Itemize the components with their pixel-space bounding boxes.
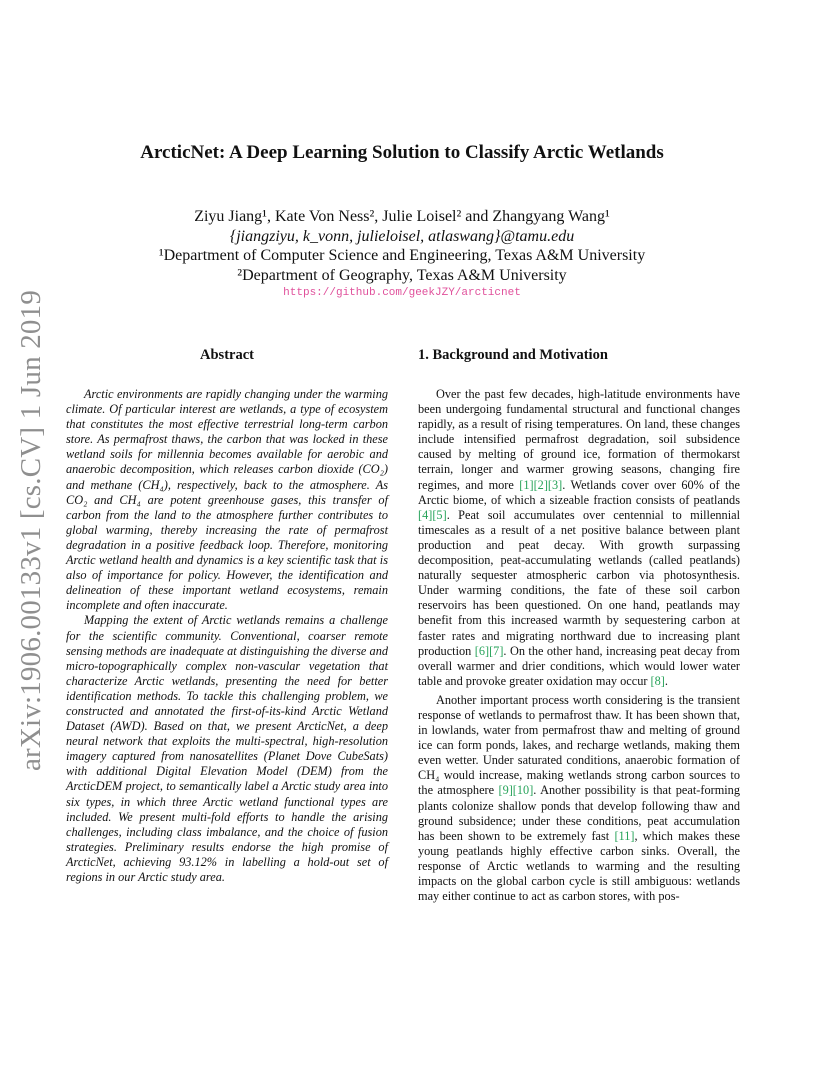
text-run: . Wetlands cover over 60% of the Arctic biome, of which a sizeable fraction consists of peatlands: [418, 477, 740, 507]
body-paragraph-1: [418, 387, 740, 689]
left-column: [66, 345, 388, 885]
abstract-paragraph-2: Mapping the extent of Arctic wetlands remains a challenge for the scientific community. Conventional, coarser remote sensing methods are inadequate at distinguishing the diverse and micro-topographically complex non-vascular vegetation that characterize Arctic wetlands, presenting the need for better identification methods. To tackle this challenging problem, we constructed and annotated the first-of-its-kind Arctic Wetland Dataset (AWD). Based on that, we present ArcticNet, a deep neural network that exploits the multi-spectral, high-resolution imagery captured from nanosatellites (Planet Dove CubeSats) with additional Digital Elevation Model (DEM) from the ArcticDEM project, to semantically label a Arctic study area into six types, in which three Arctic wetland functional types are included. We present multi-fold efforts to handle the arising challenges, including class imbalance, and the choice of fusion strategies. Preliminary results endorse the high promise of ArcticNet, achieving 93.12% in labelling a hold-out set of regions in our Arctic study area.: [66, 613, 388, 884]
author-block: [100, 207, 704, 301]
text-run: . Another possibility is that peat-forming plants colonize shallow ponds that develop following thaw and ground subsidence; under these conditions, peat accumulation has been shown to be extremely fast: [418, 783, 740, 843]
text-run: Over the past few decades, high-latitude environments have been undergoing fundamental structural and functional changes rapidly, as a result of rising temperatures. On land, these changes include intensified permafrost degradation, soil subsidence caused by melting of ground ice, formation of thermokarst terrain, longer and warmer growing seasons, changing fire regimes, and more: [418, 387, 740, 492]
text-run: Another important process worth considering is the transient response of wetlands to permafrost thaw. It has been shown that, in lowlands, water from permafrost thaw and melting of ground ice can form ponds, lakes, and recharge wetlands, making them even wetter. Under saturated conditions, anaerobic formation of CH₄ would increase, making wetlands strong carbon sources to the atmosphere: [418, 692, 740, 798]
github-link[interactable]: https://github.com/geekJZY/arcticnet: [283, 287, 521, 299]
citation-link[interactable]: [1][2][3]: [519, 477, 563, 492]
citation-link[interactable]: [6][7]: [474, 643, 504, 658]
arxiv-sidebar: [2, 290, 62, 770]
text-run: .: [664, 673, 668, 688]
abstract-paragraph-1: Arctic environments are rapidly changing under the warming climate. Of particular interest are wetlands, a type of ecosystem that constitutes the most effective terrestrial long-term carbon store. As permafrost thaws, the carbon that was locked in these wetland soils for millennia becomes available for aerobic and anaerobic decomposition, which releases carbon dioxide (CO₂) and methane (CH₄), respectively, back to the atmosphere. As CO₂ and CH₄ are potent greenhouse gases, this transfer of carbon from the land to the atmosphere further contributes to global warming, thereby increasing the rate of permafrost degradation in a positive feedback loop. Therefore, monitoring Arctic wetland health and dynamics is a key scientific task that is also of importance for policy. However, the identification and delineation of these important wetland ecosystems, remain incomplete and often inaccurate.: [66, 387, 388, 613]
citation-link[interactable]: [8]: [650, 673, 665, 688]
affiliation-1: ¹Department of Computer Science and Engineering, Texas A&M University: [158, 247, 646, 264]
citation-link[interactable]: [11]: [614, 828, 635, 843]
citation-link[interactable]: [9][10]: [498, 783, 534, 798]
affiliation-2: ²Department of Geography, Texas A&M University: [237, 266, 567, 284]
author-names: Ziyu Jiang¹, Kate Von Ness², Julie Loisel² and Zhangyang Wang¹: [194, 208, 610, 225]
arxiv-id-label: arXiv:1906.00133v1 [cs.CV] 1 Jun 2019: [15, 289, 48, 771]
paper-title: ArcticNet: A Deep Learning Solution to Classify Arctic Wetlands: [140, 142, 664, 163]
right-column: [418, 345, 740, 904]
abstract-heading: Abstract: [200, 347, 254, 363]
author-emails: {jiangziyu, k_vonn, julieloisel, atlaswang}@tamu.edu: [229, 227, 575, 245]
section-heading: 1. Background and Motivation: [418, 347, 608, 363]
text-run: , which makes these young peatlands highly effective carbon sinks. Overall, the response of Arctic wetlands to warming and the resulting impacts on the global carbon cycle is still ambiguous: wetlands may either continue to act as carbon stores, with pos-: [418, 828, 740, 904]
text-run: . On the other hand, increasing peat decay from overall warmer and drier conditions, which would lower water table and provoke greater oxidation may occur: [418, 643, 740, 688]
text-run: . Peat soil accumulates over centennial to millennial timescales as a result of a net positive balance between plant production and peat decay. With growth surpassing decomposition, peat-accumulating wetlands (called peatlands) naturally sequester atmospheric carbon via photosynthesis. Under warming conditions, the fate of these soil carbon reservoirs has been questioned. On one hand, peatlands may benefit from this increased warmth by sequestering carbon at faster rates and migrating northward due to increasing plant production: [418, 507, 740, 658]
citation-link[interactable]: [4][5]: [418, 507, 447, 522]
body-paragraph-2: [418, 693, 740, 904]
